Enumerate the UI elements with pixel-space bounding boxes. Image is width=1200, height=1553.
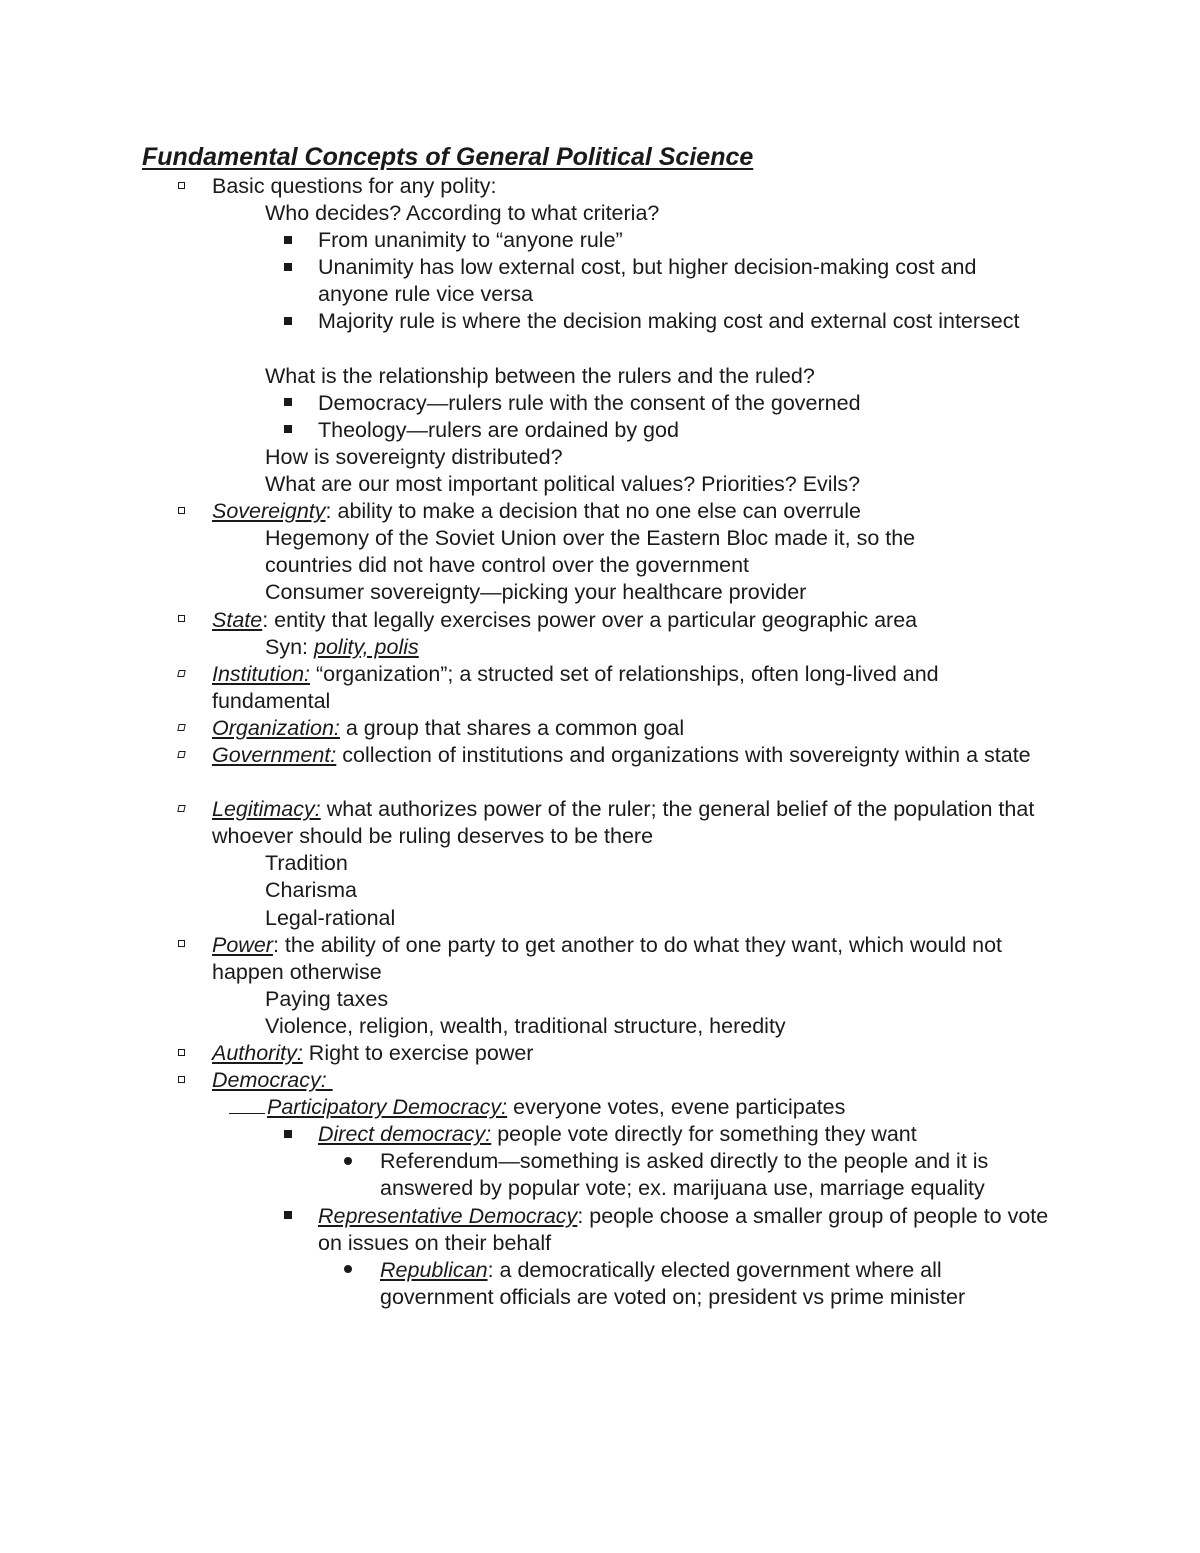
open-square-bullet-icon — [178, 1040, 185, 1067]
term-power: Power — [212, 932, 273, 957]
term-institution: Institution: — [212, 661, 310, 686]
list-item: Theology—rulers are ordained by god — [0, 417, 1200, 444]
open-square-bullet-icon — [178, 1067, 185, 1094]
filled-square-bullet-icon — [284, 1203, 292, 1230]
list-item: Republican: a democratically elected government where all government officials are voted on; president vs prime minister — [0, 1257, 1200, 1311]
term-state: State — [212, 607, 263, 632]
open-square-bullet-icon — [178, 742, 185, 769]
list-item: Representative Democracy: people choose a smaller group of people to vote on issues on their behalf — [0, 1203, 1200, 1257]
list-item: Paying taxes — [265, 986, 389, 1011]
term-organization: Organization: — [212, 715, 340, 740]
list-item: Who decides? According to what criteria? — [265, 201, 660, 226]
list-item: Majority rule is where the decision making cost and external cost intersect — [0, 308, 1200, 362]
list-item: Basic questions for any polity: — [0, 173, 1200, 200]
open-square-bullet-icon — [178, 173, 185, 200]
term-direct-democracy: Direct democracy: — [318, 1122, 492, 1147]
list-item: Consumer sovereignty—picking your healthcare provider — [265, 580, 807, 605]
term-democracy: Democracy: — [212, 1068, 333, 1093]
round-bullet-icon — [344, 1148, 352, 1175]
open-square-bullet-icon — [178, 498, 185, 525]
filled-square-bullet-icon — [284, 308, 292, 335]
term-authority: Authority: — [212, 1041, 303, 1065]
list-item: State: entity that legally exercises power over a particular geographic area — [0, 607, 1200, 634]
list-item — [0, 1067, 1200, 1094]
term-participatory-democracy: Participatory Democracy: — [267, 1095, 508, 1120]
list-item: Violence, religion, wealth, traditional structure, heredity — [265, 1013, 786, 1038]
page-title: Fundamental Concepts of General Political Science — [142, 143, 754, 171]
list-item: Referendum—something is asked directly to the people and it is answered by popular vote; ex. marijuana use, marriage equality — [0, 1148, 1200, 1202]
list-item: Unanimity has low external cost, but higher decision-making cost and anyone rule vice versa — [0, 254, 1200, 308]
round-bullet-icon — [344, 1257, 352, 1284]
filled-square-bullet-icon — [284, 254, 292, 281]
list-item: From unanimity to “anyone rule” — [0, 227, 1200, 254]
list-item: Charisma — [265, 878, 357, 903]
list-item: Democracy—rulers rule with the consent of the governed — [0, 390, 1200, 417]
list-item: Participatory Democracy: everyone votes, evene participates — [0, 1094, 1200, 1121]
list-item: Power: the ability of one party to get another to do what they want, which would not happen otherwise — [0, 932, 1200, 986]
open-square-bullet-icon — [178, 715, 185, 742]
filled-square-bullet-icon — [284, 1121, 292, 1148]
list-item: What is the relationship between the rulers and the ruled? — [265, 363, 815, 388]
open-square-bullet-icon — [178, 661, 185, 688]
list-item: Hegemony of the Soviet Union over the Eastern Bloc made it, so the — [265, 526, 916, 551]
term-republican: Republican — [380, 1257, 488, 1282]
filled-square-bullet-icon — [284, 227, 292, 254]
term-polity-polis: polity, polis — [314, 634, 419, 659]
list-item: Authority: Right to exercise power — [0, 1040, 1200, 1067]
list-item: Government: collection of institutions and organizations with sovereignty within a state — [0, 742, 1200, 796]
term-representative-democracy: Representative Democracy — [318, 1203, 578, 1228]
list-item: Organization: a group that shares a common goal — [0, 715, 1200, 742]
list-item: Legitimacy: what authorizes power of the ruler; the general belief of the population that whoever should be ruling deserves to be there — [0, 796, 1200, 850]
open-square-bullet-icon — [178, 796, 185, 823]
open-square-bullet-icon — [178, 607, 185, 634]
list-item: Direct democracy: people vote directly for something they want — [0, 1121, 1200, 1148]
term-government: Government: — [212, 742, 337, 767]
list-item: Institution: “organization”; a structed set of relationships, often long-lived and fundamental — [0, 661, 1200, 715]
list-item: countries did not have control over the government — [265, 553, 750, 578]
underline-tab — [229, 1094, 265, 1114]
filled-square-bullet-icon — [284, 390, 292, 417]
term-legitimacy: Legitimacy: — [212, 797, 321, 822]
notes-outline — [0, 173, 1200, 1311]
list-item: How is sovereignty distributed? — [265, 444, 563, 469]
list-item: Sovereignty: ability to make a decision that no one else can overrule — [0, 498, 1200, 525]
filled-square-bullet-icon — [284, 417, 292, 444]
list-item: Tradition — [265, 851, 348, 876]
list-item: What are our most important political values? Priorities? Evils? — [265, 472, 861, 497]
open-square-bullet-icon — [178, 932, 185, 959]
term-sovereignty: Sovereignty — [212, 499, 326, 524]
list-item: Legal-rational — [265, 905, 396, 930]
list-item: Syn: polity, polis — [265, 634, 419, 659]
